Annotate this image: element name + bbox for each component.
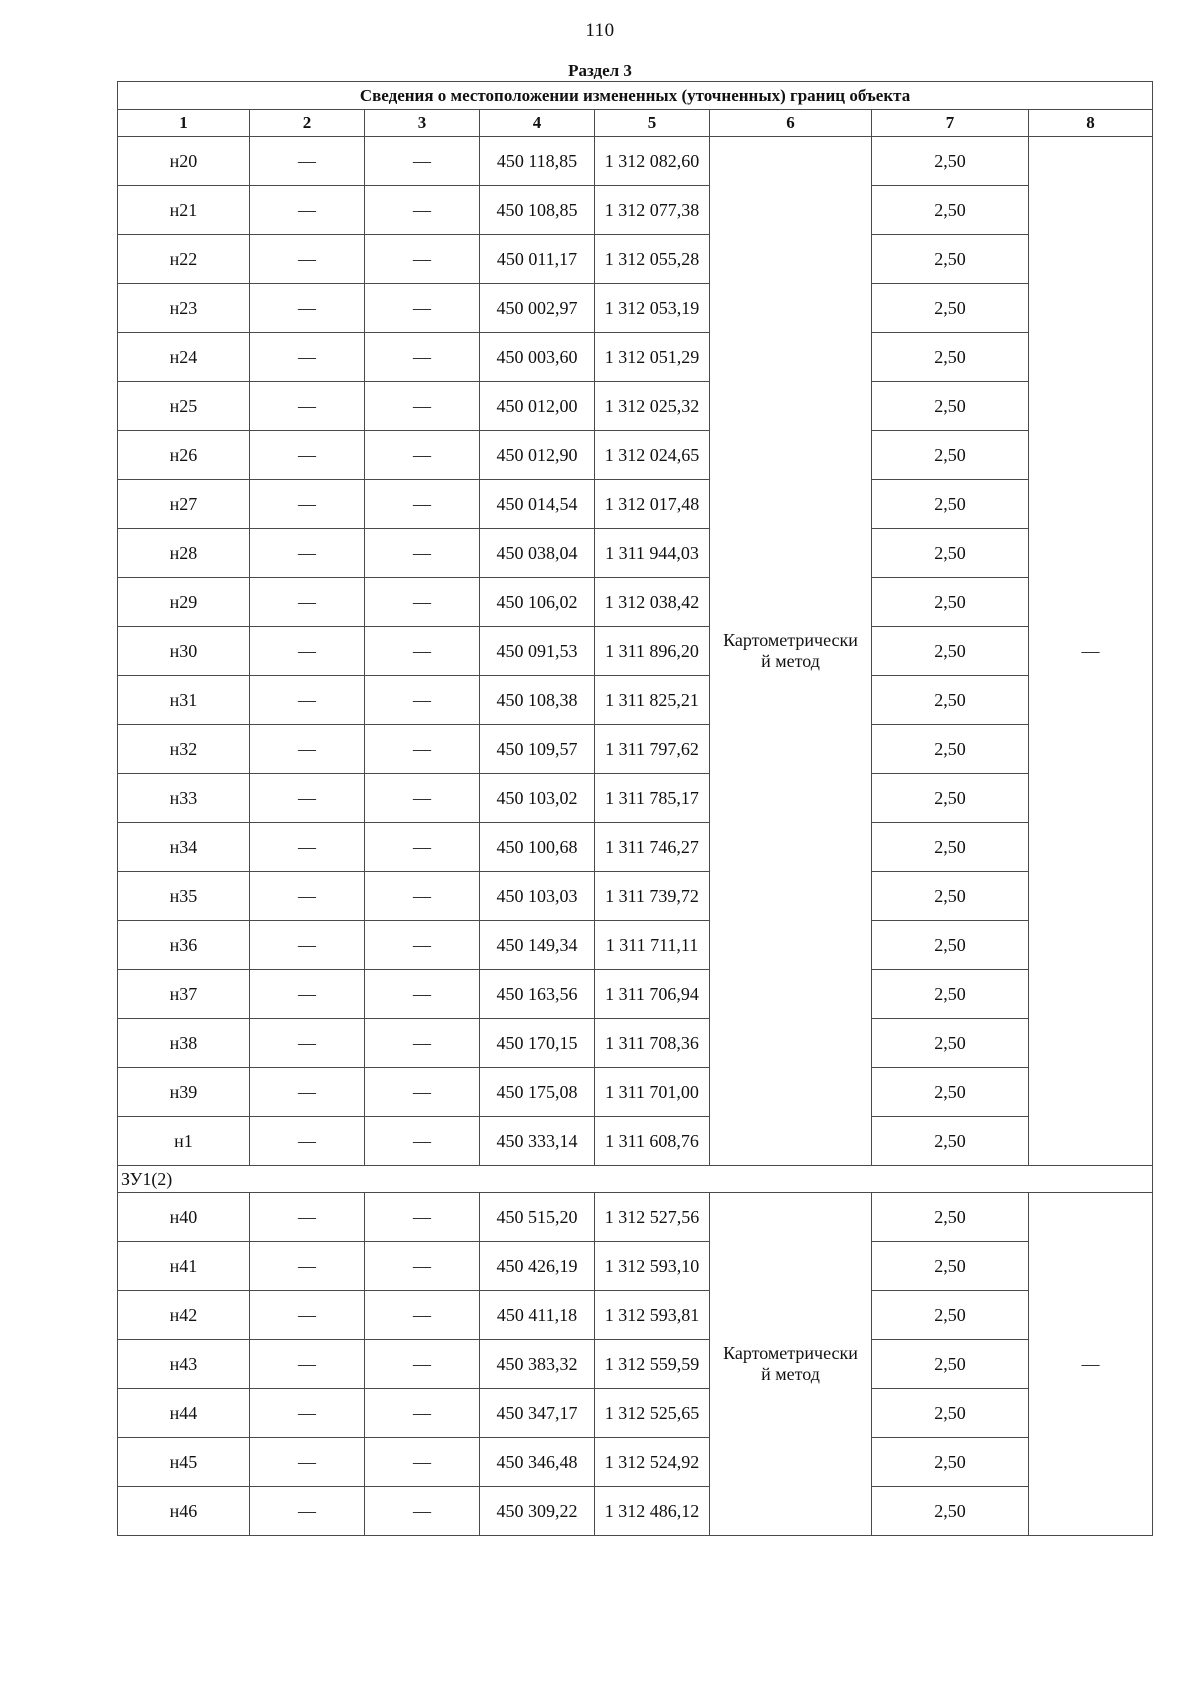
- table-caption-row: [118, 82, 1153, 110]
- column-3-value: —: [365, 627, 480, 676]
- column-3-value: —: [365, 431, 480, 480]
- x-coordinate: 450 383,32: [480, 1340, 595, 1389]
- y-coordinate: 1 312 053,19: [595, 284, 710, 333]
- table-row: [118, 431, 1153, 480]
- accuracy-value: 2,50: [872, 676, 1029, 725]
- land-plot-label: ЗУ1(2): [118, 1166, 1153, 1193]
- x-coordinate: 450 003,60: [480, 333, 595, 382]
- x-coordinate: 450 309,22: [480, 1487, 595, 1536]
- column-3-value: —: [365, 921, 480, 970]
- x-coordinate: 450 109,57: [480, 725, 595, 774]
- y-coordinate: 1 312 525,65: [595, 1389, 710, 1438]
- y-coordinate: 1 312 593,81: [595, 1291, 710, 1340]
- accuracy-value: 2,50: [872, 186, 1029, 235]
- point-designation: н31: [118, 676, 250, 725]
- accuracy-value: 2,50: [872, 529, 1029, 578]
- y-coordinate: 1 312 486,12: [595, 1487, 710, 1536]
- table-row: [118, 480, 1153, 529]
- accuracy-value: 2,50: [872, 872, 1029, 921]
- page-number: 110: [585, 20, 615, 41]
- y-coordinate: 1 311 825,21: [595, 676, 710, 725]
- x-coordinate: 450 106,02: [480, 578, 595, 627]
- table-row: [118, 970, 1153, 1019]
- y-coordinate: 1 311 706,94: [595, 970, 710, 1019]
- column-3-value: —: [365, 1291, 480, 1340]
- y-coordinate: 1 312 051,29: [595, 333, 710, 382]
- boundary-coordinates-table: [117, 81, 1153, 1536]
- point-designation: н46: [118, 1487, 250, 1536]
- accuracy-value: 2,50: [872, 137, 1029, 186]
- column-2-value: —: [250, 1438, 365, 1487]
- method-cell: [710, 137, 872, 1166]
- column-2-value: —: [250, 774, 365, 823]
- accuracy-value: 2,50: [872, 1291, 1029, 1340]
- accuracy-value: 2,50: [872, 823, 1029, 872]
- accuracy-value: 2,50: [872, 578, 1029, 627]
- y-coordinate: 1 311 746,27: [595, 823, 710, 872]
- table-row: [118, 333, 1153, 382]
- point-designation: н21: [118, 186, 250, 235]
- table-row: [118, 1340, 1153, 1389]
- column-3-value: —: [365, 1193, 480, 1242]
- table-row: [118, 774, 1153, 823]
- x-coordinate: 450 347,17: [480, 1389, 595, 1438]
- column-2-value: —: [250, 137, 365, 186]
- table-row: [118, 382, 1153, 431]
- accuracy-value: 2,50: [872, 1487, 1029, 1536]
- column-3-value: —: [365, 480, 480, 529]
- column-3-value: —: [365, 725, 480, 774]
- point-designation: н43: [118, 1340, 250, 1389]
- point-designation: н23: [118, 284, 250, 333]
- table-row: [118, 235, 1153, 284]
- method-text-line-2: й метод: [761, 651, 820, 671]
- point-designation: н36: [118, 921, 250, 970]
- table-row: [118, 627, 1153, 676]
- accuracy-value: 2,50: [872, 1389, 1029, 1438]
- x-coordinate: 450 091,53: [480, 627, 595, 676]
- x-coordinate: 450 103,03: [480, 872, 595, 921]
- accuracy-value: 2,50: [872, 921, 1029, 970]
- point-designation: н22: [118, 235, 250, 284]
- column-2-value: —: [250, 1117, 365, 1166]
- column-3-value: —: [365, 1019, 480, 1068]
- column-2-value: —: [250, 431, 365, 480]
- accuracy-value: 2,50: [872, 431, 1029, 480]
- column-2-value: —: [250, 186, 365, 235]
- point-designation: н40: [118, 1193, 250, 1242]
- point-designation: н20: [118, 137, 250, 186]
- column-number: 6: [710, 110, 872, 137]
- y-coordinate: 1 312 017,48: [595, 480, 710, 529]
- y-coordinate: 1 312 593,10: [595, 1242, 710, 1291]
- x-coordinate: 450 108,38: [480, 676, 595, 725]
- x-coordinate: 450 014,54: [480, 480, 595, 529]
- point-designation: н26: [118, 431, 250, 480]
- column-3-value: —: [365, 333, 480, 382]
- point-designation: н37: [118, 970, 250, 1019]
- y-coordinate: 1 312 025,32: [595, 382, 710, 431]
- column-number: 3: [365, 110, 480, 137]
- table-row: [118, 1117, 1153, 1166]
- accuracy-value: 2,50: [872, 284, 1029, 333]
- column-2-value: —: [250, 970, 365, 1019]
- table-row: [118, 1242, 1153, 1291]
- point-designation: н25: [118, 382, 250, 431]
- column-2-value: —: [250, 676, 365, 725]
- y-coordinate: 1 312 055,28: [595, 235, 710, 284]
- point-designation: н29: [118, 578, 250, 627]
- table-row: [118, 725, 1153, 774]
- x-coordinate: 450 012,00: [480, 382, 595, 431]
- accuracy-value: 2,50: [872, 1193, 1029, 1242]
- accuracy-value: 2,50: [872, 333, 1029, 382]
- point-designation: н38: [118, 1019, 250, 1068]
- x-coordinate: 450 011,17: [480, 235, 595, 284]
- column-8-value: —: [1029, 137, 1153, 1166]
- column-3-value: —: [365, 1340, 480, 1389]
- column-number: 7: [872, 110, 1029, 137]
- y-coordinate: 1 311 797,62: [595, 725, 710, 774]
- table-row: [118, 1438, 1153, 1487]
- table-row: [118, 823, 1153, 872]
- y-coordinate: 1 311 739,72: [595, 872, 710, 921]
- column-2-value: —: [250, 333, 365, 382]
- point-designation: н42: [118, 1291, 250, 1340]
- column-3-value: —: [365, 970, 480, 1019]
- table-caption: Сведения о местоположении измененных (уточненных) границ объекта: [118, 82, 1153, 110]
- accuracy-value: 2,50: [872, 725, 1029, 774]
- y-coordinate: 1 311 711,11: [595, 921, 710, 970]
- table-row: [118, 1389, 1153, 1438]
- column-3-value: —: [365, 284, 480, 333]
- column-2-value: —: [250, 627, 365, 676]
- column-number-row: [118, 110, 1153, 137]
- table-row: [118, 186, 1153, 235]
- accuracy-value: 2,50: [872, 627, 1029, 676]
- x-coordinate: 450 118,85: [480, 137, 595, 186]
- y-coordinate: 1 312 527,56: [595, 1193, 710, 1242]
- x-coordinate: 450 038,04: [480, 529, 595, 578]
- column-3-value: —: [365, 1068, 480, 1117]
- column-2-value: —: [250, 235, 365, 284]
- x-coordinate: 450 170,15: [480, 1019, 595, 1068]
- column-3-value: —: [365, 872, 480, 921]
- point-designation: н32: [118, 725, 250, 774]
- accuracy-value: 2,50: [872, 480, 1029, 529]
- point-designation: н44: [118, 1389, 250, 1438]
- x-coordinate: 450 175,08: [480, 1068, 595, 1117]
- column-3-value: —: [365, 1242, 480, 1291]
- accuracy-value: 2,50: [872, 774, 1029, 823]
- y-coordinate: 1 312 038,42: [595, 578, 710, 627]
- method-text-line-1: Картометрически: [723, 630, 858, 651]
- table-row: [118, 1291, 1153, 1340]
- accuracy-value: 2,50: [872, 382, 1029, 431]
- y-coordinate: 1 312 559,59: [595, 1340, 710, 1389]
- column-2-value: —: [250, 529, 365, 578]
- accuracy-value: 2,50: [872, 1068, 1029, 1117]
- point-designation: н27: [118, 480, 250, 529]
- point-designation: н28: [118, 529, 250, 578]
- column-2-value: —: [250, 284, 365, 333]
- column-3-value: —: [365, 186, 480, 235]
- column-3-value: —: [365, 382, 480, 431]
- x-coordinate: 450 346,48: [480, 1438, 595, 1487]
- x-coordinate: 450 012,90: [480, 431, 595, 480]
- x-coordinate: 450 163,56: [480, 970, 595, 1019]
- accuracy-value: 2,50: [872, 1242, 1029, 1291]
- point-designation: н34: [118, 823, 250, 872]
- y-coordinate: 1 311 785,17: [595, 774, 710, 823]
- table-row: [118, 1068, 1153, 1117]
- column-3-value: —: [365, 676, 480, 725]
- column-2-value: —: [250, 1340, 365, 1389]
- x-coordinate: 450 411,18: [480, 1291, 595, 1340]
- y-coordinate: 1 312 077,38: [595, 186, 710, 235]
- y-coordinate: 1 311 896,20: [595, 627, 710, 676]
- column-3-value: —: [365, 137, 480, 186]
- y-coordinate: 1 311 701,00: [595, 1068, 710, 1117]
- column-3-value: —: [365, 774, 480, 823]
- table-row: [118, 1487, 1153, 1536]
- column-3-value: —: [365, 578, 480, 627]
- y-coordinate: 1 312 524,92: [595, 1438, 710, 1487]
- y-coordinate: 1 312 024,65: [595, 431, 710, 480]
- point-designation: н24: [118, 333, 250, 382]
- x-coordinate: 450 103,02: [480, 774, 595, 823]
- land-plot-group-row: [118, 1166, 1153, 1193]
- method-text-line-1: Картометрически: [723, 1343, 858, 1364]
- column-2-value: —: [250, 1242, 365, 1291]
- table-row: [118, 921, 1153, 970]
- column-2-value: —: [250, 725, 365, 774]
- column-3-value: —: [365, 529, 480, 578]
- accuracy-value: 2,50: [872, 1019, 1029, 1068]
- column-2-value: —: [250, 921, 365, 970]
- point-designation: н1: [118, 1117, 250, 1166]
- accuracy-value: 2,50: [872, 235, 1029, 284]
- column-3-value: —: [365, 235, 480, 284]
- column-2-value: —: [250, 1193, 365, 1242]
- x-coordinate: 450 100,68: [480, 823, 595, 872]
- x-coordinate: 450 149,34: [480, 921, 595, 970]
- x-coordinate: 450 002,97: [480, 284, 595, 333]
- column-3-value: —: [365, 1389, 480, 1438]
- section-title: Раздел 3: [568, 61, 632, 80]
- y-coordinate: 1 311 944,03: [595, 529, 710, 578]
- point-designation: н39: [118, 1068, 250, 1117]
- accuracy-value: 2,50: [872, 1117, 1029, 1166]
- column-3-value: —: [365, 1438, 480, 1487]
- y-coordinate: 1 311 608,76: [595, 1117, 710, 1166]
- column-number: 5: [595, 110, 710, 137]
- y-coordinate: 1 312 082,60: [595, 137, 710, 186]
- accuracy-value: 2,50: [872, 1438, 1029, 1487]
- point-designation: н41: [118, 1242, 250, 1291]
- y-coordinate: 1 311 708,36: [595, 1019, 710, 1068]
- table-row: [118, 872, 1153, 921]
- column-8-value: —: [1029, 1193, 1153, 1536]
- table-row: [118, 1019, 1153, 1068]
- column-2-value: —: [250, 480, 365, 529]
- column-3-value: —: [365, 1117, 480, 1166]
- point-designation: н35: [118, 872, 250, 921]
- table-row: [118, 137, 1153, 186]
- column-number: 4: [480, 110, 595, 137]
- column-number: 2: [250, 110, 365, 137]
- column-2-value: —: [250, 1389, 365, 1438]
- column-2-value: —: [250, 1019, 365, 1068]
- column-3-value: —: [365, 823, 480, 872]
- column-2-value: —: [250, 578, 365, 627]
- x-coordinate: 450 426,19: [480, 1242, 595, 1291]
- table-row: [118, 284, 1153, 333]
- column-2-value: —: [250, 823, 365, 872]
- column-2-value: —: [250, 1291, 365, 1340]
- method-text-line-2: й метод: [761, 1364, 820, 1384]
- accuracy-value: 2,50: [872, 970, 1029, 1019]
- column-number: 8: [1029, 110, 1153, 137]
- x-coordinate: 450 108,85: [480, 186, 595, 235]
- x-coordinate: 450 515,20: [480, 1193, 595, 1242]
- column-2-value: —: [250, 1068, 365, 1117]
- table-row: [118, 529, 1153, 578]
- table-row: [118, 1193, 1153, 1242]
- column-2-value: —: [250, 872, 365, 921]
- accuracy-value: 2,50: [872, 1340, 1029, 1389]
- method-cell: [710, 1193, 872, 1536]
- point-designation: н30: [118, 627, 250, 676]
- column-2-value: —: [250, 382, 365, 431]
- table-row: [118, 676, 1153, 725]
- column-2-value: —: [250, 1487, 365, 1536]
- point-designation: н33: [118, 774, 250, 823]
- column-3-value: —: [365, 1487, 480, 1536]
- x-coordinate: 450 333,14: [480, 1117, 595, 1166]
- column-number: 1: [118, 110, 250, 137]
- point-designation: н45: [118, 1438, 250, 1487]
- table-row: [118, 578, 1153, 627]
